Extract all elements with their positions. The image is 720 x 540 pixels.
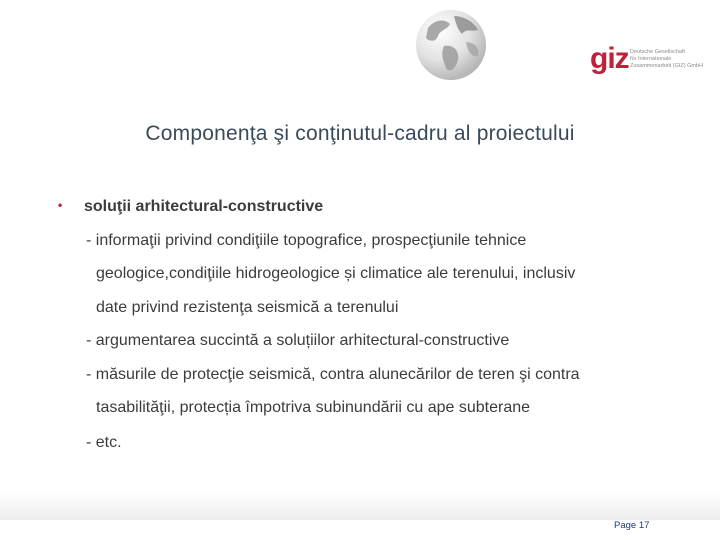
bullet-text: soluţii arhitectural-constructive xyxy=(84,198,324,215)
logo-line: für Internationale xyxy=(630,56,672,62)
page-number: Page 17 xyxy=(614,520,650,531)
body-line: - argumentarea succintă a soluțiilor arhitectural-constructive xyxy=(86,332,510,349)
logo-line: Deutsche Gesellschaft xyxy=(630,49,686,55)
body-line: geologice,condiţiile hidrogeologice și climatice ale terenului, inclusiv xyxy=(96,265,576,282)
logo-text xyxy=(630,49,704,70)
body-line: - informaţii privind condiţiile topografice, prospecţiunile tehnice xyxy=(86,232,527,249)
logo-mark: giz xyxy=(590,42,629,75)
slide-title: Componenţa şi conţinutul-cadru al proiectului xyxy=(145,122,575,145)
logo-line: Zusammenarbeit (GIZ) GmbH xyxy=(630,63,704,69)
body-line: - etc. xyxy=(86,434,122,451)
body-line: - măsurile de protecţie seismică, contra alunecărilor de teren şi contra xyxy=(86,366,580,383)
globe-icon xyxy=(414,8,488,82)
body-line: tasabilităţii, protecția împotriva subinundării cu ape subterane xyxy=(96,399,531,416)
bullet-dot-icon: • xyxy=(58,198,63,212)
giz-logo xyxy=(590,42,710,80)
bullet-item xyxy=(58,198,323,216)
body-line: date privind rezistenţa seismică a terenului xyxy=(96,299,399,316)
footer-bar xyxy=(0,492,720,520)
